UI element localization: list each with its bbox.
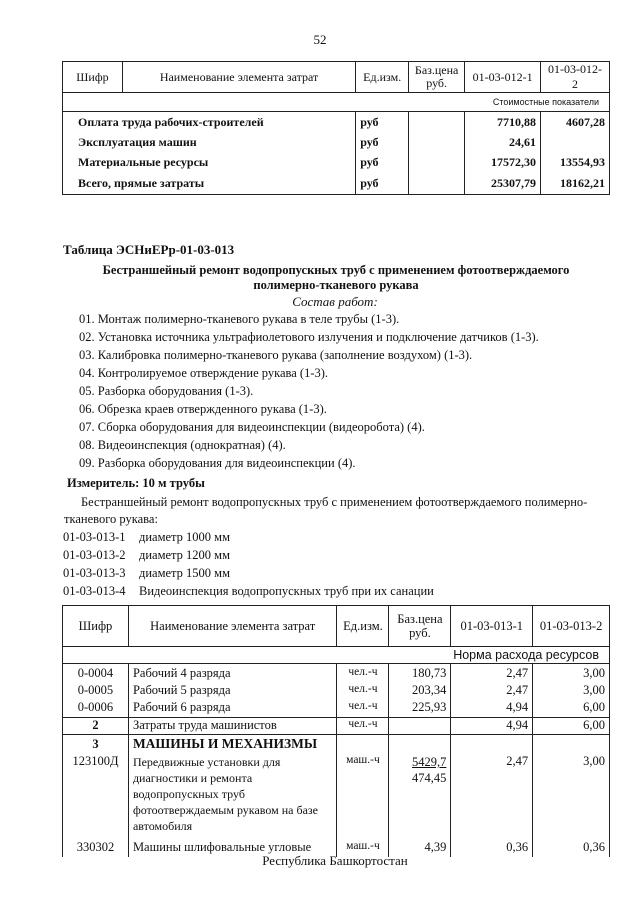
work-item: 05. Разборка оборудования (1-3). xyxy=(79,384,254,398)
work-item: 08. Видеоинспекция (однократная) (4). xyxy=(79,438,286,452)
col-header: Баз.цена руб. xyxy=(389,606,451,647)
table-row: 2 Затраты труда машинистов чел.-ч 4,94 6,00 xyxy=(63,718,610,735)
work-item: 09. Разборка оборудования для видеоинспекции (4). xyxy=(79,456,356,470)
work-item: 07. Сборка оборудования для видеоинспекции (видеоробота) (4). xyxy=(79,420,425,434)
work-item: 02. Установка источника ультрафиолетового излучения и подключение датчиков (1-3). xyxy=(79,330,539,344)
table-row: 0-0004 Рабочий 4 разряда чел.-ч 180,73 2,47 3,00 xyxy=(63,664,610,684)
page-footer: Республика Башкортостан xyxy=(262,853,408,868)
col-header: Баз.цена руб. xyxy=(409,62,465,93)
code-line: 01-03-013-4 Видеоинспекция водопропускных труб при их санации xyxy=(63,584,434,598)
resource-table xyxy=(62,605,610,857)
work-composition-label: Состав работ: xyxy=(292,294,378,309)
col-header: 01-03-012-1 xyxy=(465,62,541,93)
code-line: 01-03-013-1 диаметр 1000 мм xyxy=(63,530,230,544)
col-header: Ед.изм. xyxy=(337,606,389,647)
price-value: 5429,7 xyxy=(412,755,447,769)
work-item: 01. Монтаж полимерно-тканевого рукава в теле трубы (1-3). xyxy=(79,312,400,326)
table-row: Оплата труда рабочих-строителей руб 7710,88 4607,28 xyxy=(63,112,610,133)
col-header: Ед.изм. xyxy=(356,62,409,93)
cost-table xyxy=(62,61,610,195)
table-subheader: Стоимостные показатели xyxy=(63,93,610,112)
section-heading: Бестраншейный ремонт водопропускных труб с применением фотоотверждаемого xyxy=(102,263,570,277)
col-header: Наименование элемента затрат xyxy=(128,606,337,647)
col-header: Наименование элемента затрат xyxy=(122,62,355,93)
code-line: 01-03-013-3 диаметр 1500 мм xyxy=(63,566,230,580)
section-heading: полимерно-тканевого рукава xyxy=(253,278,419,292)
table-title: Таблица ЭСНиЕРр-01-03-013 xyxy=(63,242,235,257)
page-number: 52 xyxy=(313,32,327,47)
table-row: 330302 Машины шлифовальные угловые маш.-ч 4,39 0,36 0,36 xyxy=(63,834,610,857)
table-row: Эксплуатация машин руб 24,61 xyxy=(63,132,610,152)
work-item: 06. Обрезка краев отвержденного рукава (1-3). xyxy=(79,402,327,416)
table-row: Материальные ресурсы руб 17572,30 13554,93 xyxy=(63,152,610,172)
table-row: 0-0006 Рабочий 6 разряда чел.-ч 225,93 4,94 6,00 xyxy=(63,700,610,718)
table-row: 3 МАШИНЫ И МЕХАНИЗМЫ xyxy=(63,735,610,755)
table-row: Всего, прямые затраты руб 25307,79 18162,21 xyxy=(63,172,610,195)
table-subheader: Норма расхода ресурсов xyxy=(63,647,610,664)
col-header: 01-03-012-2 xyxy=(541,62,610,93)
col-header: Шифр xyxy=(63,62,123,93)
cost-table-header xyxy=(63,62,610,93)
resource-table-header xyxy=(63,606,610,647)
table-row: 0-0005 Рабочий 5 разряда чел.-ч 203,34 2,47 3,00 xyxy=(63,683,610,700)
col-header: Шифр xyxy=(63,606,129,647)
work-item: 03. Калибровка полимерно-тканевого рукава (заполнение воздухом) (1-3). xyxy=(79,348,473,362)
table-row: 123100Д Передвижные установки для диагностики и ремонта водопропускных труб фотоотверждаемым рукавом на базе автомобиля маш.-ч 5429,7 474,45 2,47 3,00 xyxy=(63,754,610,834)
measure-unit: Измеритель: 10 м трубы xyxy=(67,476,205,490)
col-header: 01-03-013-1 xyxy=(451,606,533,647)
work-item: 04. Контролируемое отверждение рукава (1-3). xyxy=(79,366,329,380)
price-value-secondary: 474,45 xyxy=(412,771,447,785)
col-header: 01-03-013-2 xyxy=(533,606,610,647)
description: Бестраншейный ремонт водопропускных труб с применением фотоотверждаемого полимерно-тканевого рукава: xyxy=(64,495,588,526)
code-line: 01-03-013-2 диаметр 1200 мм xyxy=(63,548,230,562)
